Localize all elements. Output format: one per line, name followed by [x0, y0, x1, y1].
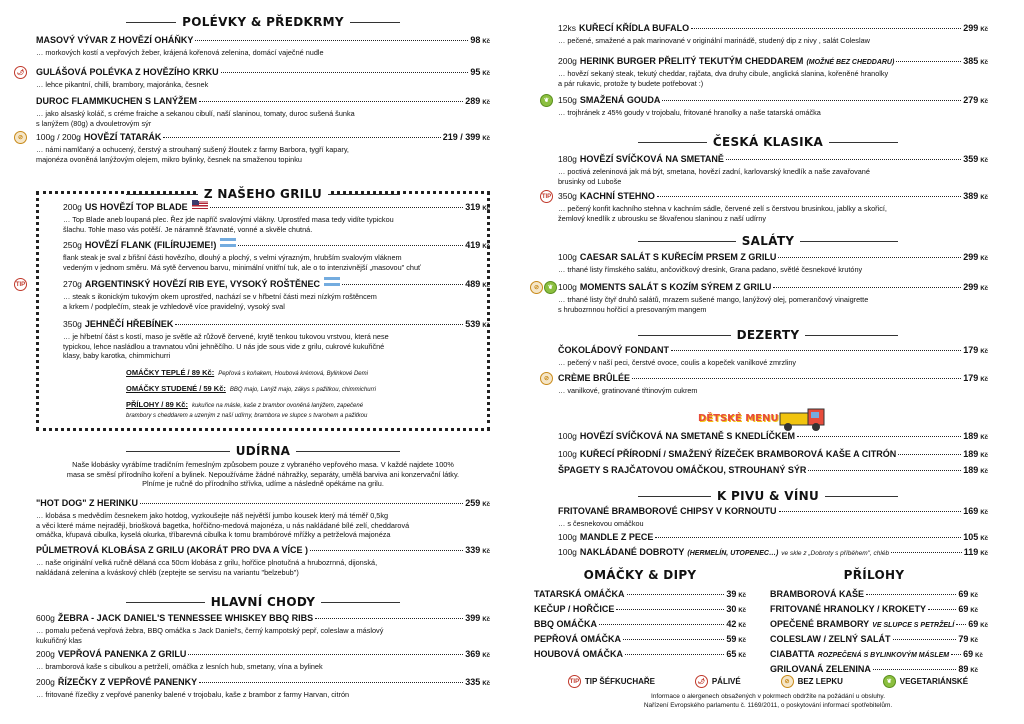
- item-name: ŘÍZEČKY Z VEPŘOVÉ PANENKY: [57, 677, 198, 687]
- gluten-free-icon: ⊘: [540, 372, 553, 385]
- item-price: 179 Kč: [963, 345, 988, 355]
- menu-item: [558, 251, 988, 275]
- item-description: … naše originální velká ručně dělaná cca 50cm klobása z grilu, hořčice plnotučná a hrubozrnná, dijonská,: [36, 558, 378, 567]
- item-name: BRAMBOROVÁ KAŠE: [770, 589, 865, 599]
- item-name: PŮLMETROVÁ KLOBÁSA Z GRILU (AKORÁT PRO DVA A VÍCE ): [36, 545, 308, 555]
- item-price: 279 Kč: [963, 95, 988, 105]
- item-price: 299 Kč: [963, 23, 988, 33]
- leader-dots: [893, 631, 957, 640]
- sauce-options: OMÁČKY TEPLÉ / 89 Kč: Pepřová s koňakem, Houbová krémová, Bylinkové Demi: [126, 368, 368, 377]
- section-title: POLÉVKY & PŘEDKRMY: [36, 15, 490, 29]
- item-price: 389 Kč: [963, 191, 988, 201]
- menu-item-line: [558, 22, 988, 36]
- item-weight: 200g: [36, 649, 55, 659]
- item-description: žemlový knedlík z ubrousku se škvařenou slaninou z naší udírny: [558, 213, 767, 223]
- section-title: UDÍRNA: [36, 444, 490, 458]
- item-name: ČOKOLÁDOVÝ FONDANT: [558, 345, 669, 355]
- chef-tip-icon: TIP: [568, 675, 581, 688]
- item-description: … trojhránek z 45% goudy v trojobalu, fritované hranolky a naše tatarská omáčka: [558, 108, 821, 117]
- item-description: typickou, lehce nasládlou a travnatou vůni jehněčího. U nás jde sous vide z grilu, cukrové kukuřičné: [63, 341, 385, 351]
- gluten-free-icon: ⊘: [14, 131, 27, 144]
- menu-item: [36, 131, 490, 164]
- leader-dots: [662, 92, 961, 101]
- leader-dots: [315, 610, 463, 619]
- item-name: HERINK BURGER PŘELITÝ TEKUTÝM CHEDDAREM: [579, 56, 804, 66]
- gluten-free-icon: ⊘: [781, 675, 794, 688]
- item-description: … trhané listy římského salátu, ančovičkový dresink, Grana padano, světlé česnekové krutóny: [558, 265, 863, 274]
- section-title: K PIVU & VÍNU: [548, 489, 988, 503]
- section-title: DEZERTY: [548, 328, 988, 342]
- leader-dots: [691, 20, 961, 29]
- item-description: nakládaná zelenina a kváskový chléb (zeptejte se servisu na variantu "belzebub"): [36, 567, 299, 577]
- leader-dots: [891, 544, 962, 553]
- menu-item: [534, 618, 746, 632]
- menu-item: [770, 603, 978, 617]
- menu-item-line: [558, 94, 988, 108]
- menu-item-line: [558, 55, 988, 69]
- item-weight: 100g: [558, 252, 577, 262]
- menu-item-line: [36, 612, 490, 626]
- item-name: DUROC FLAMMKUCHEN S LANÝŽEM: [36, 96, 197, 106]
- icon-legend: [548, 675, 988, 688]
- item-name: KUŘECÍ KŘÍDLA BUFALO: [578, 23, 690, 33]
- legend-gf: ⊘ BEZ LEPKU: [781, 675, 843, 688]
- item-name: HOUBOVÁ OMÁČKA: [534, 649, 623, 659]
- item-description: … jako alsaský koláč, s créme fraiche a sekanou cibulí, naší slaninou, tomaty, duroc sušená šunka: [36, 109, 355, 118]
- leader-dots: [221, 64, 469, 73]
- item-name: "HOT DOG" Z HERINKU: [36, 498, 139, 508]
- item-name: GRILOVANÁ ZELENINA: [770, 664, 871, 674]
- gluten-free-icon: ⊘: [530, 281, 543, 294]
- menu-item-line: [534, 633, 746, 647]
- item-name: JEHNĚČÍ HŘEBÍNEK: [84, 319, 174, 329]
- item-name: BBQ OMÁČKA: [534, 619, 597, 629]
- menu-item-line: [770, 618, 988, 632]
- menu-item-line: [558, 372, 988, 386]
- menu-item-line: [558, 153, 988, 167]
- menu-item-line: [558, 464, 988, 478]
- leader-dots: [140, 495, 463, 504]
- item-weight: 180g: [558, 154, 577, 164]
- leader-dots: [199, 674, 463, 683]
- item-weight: 100g: [558, 532, 577, 542]
- chef-tip-icon: TIP: [540, 190, 553, 203]
- menu-item: [770, 648, 983, 662]
- item-name: ŽEBRA - JACK DANIEL'S TENNESSEE WHISKEY BBQ RIBS: [57, 613, 314, 623]
- menu-item-line: [558, 531, 988, 545]
- item-price: 98 Kč: [470, 35, 490, 45]
- leader-dots: [616, 601, 724, 610]
- sauce-options: brambory s cheddarem a uzeným z naší udírny, brambora ve slupce s tvarohem a pažitkou: [126, 413, 368, 419]
- item-price: 539 Kč: [465, 319, 490, 329]
- item-weight: 150g: [558, 95, 577, 105]
- item-name: MANDLE Z PECE: [579, 532, 654, 542]
- leader-dots: [671, 342, 961, 351]
- item-name: VEPŘOVÁ PANENKA Z GRILU: [57, 649, 187, 659]
- menu-item: [36, 34, 490, 58]
- leader-dots: [623, 631, 724, 640]
- chili-icon: 🌶: [14, 66, 27, 79]
- section-title: HLAVNÍ CHODY: [36, 595, 490, 609]
- section-title: PŘÍLOHY: [770, 568, 978, 582]
- menu-item: [558, 448, 988, 462]
- item-weight: 270g: [63, 279, 82, 289]
- leader-dots: [956, 616, 966, 625]
- item-name: CAESAR SALÁT S KUŘECÍM PRSEM Z GRILU: [579, 252, 777, 262]
- menu-item: [558, 153, 988, 186]
- leader-dots: [655, 529, 961, 538]
- item-price: 399 Kč: [465, 613, 490, 623]
- menu-item: [558, 546, 988, 560]
- menu-item-line: [558, 546, 988, 560]
- item-name: HOVĚZÍ SVÍČKOVÁ NA SMETANĚ: [579, 154, 724, 164]
- menu-item: [36, 95, 490, 128]
- menu-item: [558, 190, 988, 223]
- leader-dots: [195, 32, 468, 41]
- item-description: s lanýžem (80g) a dvouletrovým sýr: [36, 118, 152, 128]
- item-price: 219 / 399 Kč: [442, 132, 490, 142]
- item-description: … vanilkové, gratinované třtinovým cukrem: [558, 386, 698, 395]
- item-name: MASOVÝ VÝVAR Z HOVĚZÍ OHÁŇKY: [36, 35, 194, 45]
- item-description: a pár rukavic, protože ty budete potřebovat :): [558, 78, 704, 88]
- item-description: majonéza ovoněná lanýžovým olejem, mikro bylinky, česnek na smaženou topinku: [36, 154, 302, 164]
- sauce-options: PŘÍLOHY / 89 Kč: kukuřice na másle, kaše z brambor ovoněná lanýžem, zapečené: [126, 400, 364, 409]
- item-description: … lehce pikantní, chilli, brambory, majoránka, česnek: [36, 80, 209, 89]
- item-note: ve skle z „Dobroty s příběhem", chléb: [781, 550, 890, 557]
- chili-icon: 🌶: [695, 675, 708, 688]
- item-weight: 100g: [558, 449, 577, 459]
- item-weight: 100g: [558, 282, 577, 292]
- item-description: … steak s ikonickým tukovým okem uprostřed, nachází se v hřbetní části mezi nízkým roštěncem: [63, 292, 377, 301]
- menu-item: [770, 633, 978, 647]
- menu-item-line: [534, 648, 746, 662]
- legend-tip: TIP TIP ŠÉFKUCHAŘE: [569, 677, 655, 686]
- leader-dots: [898, 446, 961, 455]
- item-weight: 12ks: [558, 23, 576, 33]
- leader-dots: [951, 646, 961, 655]
- smokehouse-intro: Naše klobásky vyrábíme tradičním řemeslným způsobem pouze z vybraného vepřového masa. V každé najdete 100%: [72, 460, 454, 469]
- item-price: 335 Kč: [465, 677, 490, 687]
- item-price: 419 Kč: [465, 240, 490, 250]
- kids-menu-banner: [690, 405, 830, 435]
- item-name: SMAŽENÁ GOUDA: [579, 95, 661, 105]
- section-title: Z NAŠEHO GRILU: [36, 187, 490, 201]
- menu-item: [36, 497, 490, 540]
- item-weight: 100g / 200g: [36, 132, 81, 142]
- item-description: a krkem / podplečím, steak je vzhledově více pravidelný, vysoký sval: [63, 301, 285, 311]
- menu-item-line: [36, 95, 490, 109]
- menu-item: [534, 603, 746, 617]
- leader-dots: [627, 586, 725, 595]
- item-weight: 100g: [558, 431, 577, 441]
- item-weight: 350g: [63, 319, 82, 329]
- item-price: 69 Kč: [958, 604, 978, 614]
- leader-dots: [779, 503, 962, 512]
- item-name: KACHNÍ STEHNO: [579, 191, 655, 201]
- smokehouse-intro: Plníme je ručně do přírodního střívka, udíme a následně opékáme na grilu.: [142, 479, 384, 488]
- item-price: 299 Kč: [963, 252, 988, 262]
- item-description: … Top Blade aneb loupaná plec. Řez jde napříč svalovými vlákny. Uprostřed masa tedy vidíte typickou: [63, 215, 394, 224]
- item-description: klasy, baby karotka, chimmichurri: [63, 351, 171, 360]
- leader-dots: [625, 646, 724, 655]
- leader-dots: [773, 279, 961, 288]
- item-name: NAKLÁDANÉ DOBROTY: [579, 547, 685, 557]
- item-price: 89 Kč: [958, 664, 978, 674]
- item-description: … pečený konfit kachního stehna v kachním sádle, červené zelí s čerstvou brusinkou, jablky a skořicí,: [558, 204, 887, 213]
- item-weight: 250g: [63, 240, 82, 250]
- menu-item: [558, 531, 988, 545]
- menu-item-line: [558, 281, 988, 295]
- item-name: CIABATTA: [770, 649, 815, 659]
- item-price: 259 Kč: [465, 498, 490, 508]
- menu-item-line: [770, 588, 978, 602]
- item-weight: 200g: [63, 202, 82, 212]
- item-description: … je hřbetní část s kostí, maso je světle až růžově červené, krytě tenkou tukovou vrstvou, která nese: [63, 332, 389, 341]
- item-note: (MOŽNÉ BEZ CHEDDARU): [806, 59, 895, 66]
- menu-item: [558, 55, 988, 88]
- kids-menu-title: DĚTSKÉ MENU: [698, 413, 779, 424]
- menu-item: [558, 505, 988, 529]
- menu-item-line: [770, 603, 978, 617]
- item-description: šlachu. Tohle maso vás potěší. Je náramně šťavnaté, vonné a skvěle chutná.: [63, 224, 313, 234]
- leaf-icon: ❦: [540, 94, 553, 107]
- footer-line: Informace o alergenech obsažených v pokrmech obdržíte na požádání u obsluhy.: [650, 693, 886, 700]
- item-name: KUŘECÍ PŘÍRODNÍ / SMAŽENÝ ŘÍZEČEK BRAMBOROVÁ KAŠE A CITRÓN: [579, 449, 897, 459]
- item-price: 179 Kč: [963, 373, 988, 383]
- menu-item-line: [558, 344, 988, 358]
- leader-dots: [310, 542, 463, 551]
- item-description: … trhané listy čtyř druhů salátů, mrazem sušené mango, lanýžový olej, pomerančový vinaigrette: [558, 295, 869, 304]
- allergen-footer: [548, 692, 988, 710]
- menu-item-line: [36, 131, 490, 145]
- sauces-block: [534, 568, 746, 663]
- item-description: … hovězí sekaný steak, tekutý cheddar, rajčata, dva druhy cibule, anglická slanina, kořeněné hranolky: [558, 69, 889, 78]
- item-weight: 350g: [558, 191, 577, 201]
- menu-item-line: [558, 448, 988, 462]
- menu-item-line: [36, 648, 490, 662]
- item-weight: 200g: [36, 677, 55, 687]
- item-price: 189 Kč: [963, 431, 988, 441]
- section-title: SALÁTY: [548, 234, 988, 248]
- menu-item: [36, 544, 490, 577]
- menu-item: [36, 648, 490, 672]
- item-weight: 100g: [558, 547, 577, 557]
- legend-hot: 🌶 PÁLIVÉ: [695, 675, 741, 688]
- menu-item: [558, 344, 988, 368]
- item-price: 359 Kč: [963, 154, 988, 164]
- item-name: HOVĚZÍ SVÍČKOVÁ NA SMETANĚ S KNEDLÍČKEM: [579, 431, 795, 441]
- item-price: 95 Kč: [470, 67, 490, 77]
- item-name: OPEČENÉ BRAMBORY: [770, 619, 870, 629]
- menu-item: [558, 94, 988, 118]
- leader-dots: [199, 93, 463, 102]
- item-name: ARGENTINSKÝ HOVĚZÍ RIB EYE, VYSOKÝ ROŠTĚNEC: [84, 279, 320, 289]
- item-price: 189 Kč: [963, 465, 988, 475]
- menu-item: [534, 588, 746, 602]
- menu-item: [558, 281, 988, 314]
- leaf-icon: ❦: [883, 675, 896, 688]
- leader-dots: [657, 188, 961, 197]
- legend-veg: ❦ VEGETARIÁNSKÉ: [883, 675, 968, 688]
- menu-item: [558, 464, 988, 478]
- item-name: PEPŘOVÁ OMÁČKA: [534, 634, 622, 644]
- menu-item: [770, 588, 978, 602]
- sauce-options: OMÁČKY STUDENÉ / 59 Kč: BBQ majo, Lanýž majo, zákys s pažitkou, chimmichurri: [126, 384, 376, 393]
- menu-item: [36, 612, 490, 645]
- leader-dots: [599, 616, 724, 625]
- menu-item-line: [36, 676, 490, 690]
- leaf-icon: ❦: [544, 281, 557, 294]
- menu-item-line: [558, 251, 988, 265]
- menu-item: [36, 66, 490, 90]
- item-name: MOMENTS SALÁT S KOZÍM SÝREM Z GRILU: [579, 282, 772, 292]
- item-description: kukuřičný klas: [36, 635, 82, 645]
- menu-item-line: [534, 603, 746, 617]
- item-price: 30 Kč: [726, 604, 746, 614]
- item-weight: 200g: [558, 56, 577, 66]
- menu-item-line: [534, 588, 746, 602]
- item-description: omáčka, křupavá cibulka, kyselá okurka, tříbarevná cibulka k tomu brambórové mřížky a petrželová majonéza: [36, 530, 391, 539]
- menu-item-line: [770, 648, 983, 662]
- item-description: a věci které máme nejraději, briošková bagetka, hořčično-medová majonéza, u nás nakládané bílé zelí, cheddarová: [36, 520, 410, 530]
- item-price: 289 Kč: [465, 96, 490, 106]
- item-price: 42 Kč: [726, 619, 746, 629]
- menu-item-line: [558, 190, 988, 204]
- item-price: 105 Kč: [963, 532, 988, 542]
- item-name: US HOVĚZÍ TOP BLADE: [84, 202, 188, 212]
- item-price: 69 Kč: [968, 619, 988, 629]
- leader-dots: [632, 370, 961, 379]
- item-price: 39 Kč: [726, 589, 746, 599]
- menu-item: [534, 648, 746, 662]
- item-price: 385 Kč: [963, 56, 988, 66]
- item-description: … pečené, smažené a pak marinované v originální marinádě, studený dip z nivy , salát Coleslaw: [558, 36, 870, 45]
- leader-dots: [163, 129, 440, 138]
- sides-block: [770, 568, 988, 678]
- menu-item-line: [558, 505, 988, 519]
- item-description: … morkových kostí a vepřových žeber, krájená kořenová zelenina, domácí vaječné nudle: [36, 48, 324, 57]
- menu-item: [534, 633, 746, 647]
- item-name: ŠPAGETY S RAJČATOVOU OMÁČKOU, STROUHANÝ SÝR: [558, 465, 807, 475]
- menu-item-line: [36, 66, 490, 80]
- item-name: GULÁŠOVÁ POLÉVKA Z HOVĚZÍHO KRKU: [36, 67, 219, 77]
- menu-item-line: [534, 618, 746, 632]
- item-price: 489 Kč: [465, 279, 490, 289]
- item-weight: 600g: [36, 613, 55, 623]
- section-title: ČESKÁ KLASIKA: [548, 135, 988, 149]
- leader-dots: [928, 601, 956, 610]
- item-price: 119 Kč: [963, 547, 988, 557]
- leader-dots: [726, 151, 961, 160]
- item-price: 299 Kč: [963, 282, 988, 292]
- chef-tip-icon: TIP: [14, 278, 27, 291]
- item-name: FRITOVANÉ BRAMBOROVÉ CHIPSY V KORNOUTU: [558, 506, 777, 516]
- item-note: ROZPEČENÁ S BYLINKOVÝM MÁSLEM: [817, 652, 950, 659]
- menu-item: [770, 618, 988, 632]
- item-note: (HERMELÍN, UTOPENEC…): [687, 550, 779, 557]
- menu-item: [558, 372, 988, 396]
- item-name: TATARSKÁ OMÁČKA: [534, 589, 625, 599]
- item-name: CRÈME BRÛLÉE: [558, 373, 631, 383]
- smokehouse-intro: masa se směsí přírodního koření a bylinek. Nepoužíváme žádné náhražky, separáty, umělá barviva ani konzervační látky.: [66, 469, 460, 479]
- item-name: COLESLAW / ZELNÝ SALÁT: [770, 634, 891, 644]
- item-description: s hrubozrnnou hořčicí a presovaným mangem: [558, 304, 707, 314]
- leader-dots: [808, 462, 961, 471]
- item-price: 339 Kč: [465, 545, 490, 555]
- item-description: flank steak je sval z břišní části hovězího, dlouhý a plochý, s velmi výrazným, hrubším svalovým vláknem: [63, 253, 402, 262]
- item-description: … pomalu pečená vepřová žebra, BBQ omáčka s Jack Daniel's, černý kampotský pepř, coleslaw a máslový: [36, 626, 384, 635]
- menu-item-line: [770, 633, 978, 647]
- item-description: … pečený v naší peci, čerstvé ovoce, coulis a kopeček vanilkové zmrzliny: [558, 358, 797, 367]
- footer-line: Nařízení Evropského parlamentu č. 1169/2011, o poskytování informací spotřebitelům.: [643, 702, 893, 709]
- item-description: … námi namlčaný a ochucený, čerstvý a strouhaný sušený žloutek z farmy Barbora, tygří kapary,: [36, 145, 349, 154]
- leader-dots: [866, 586, 956, 595]
- item-description: … bramborová kaše s cibulkou a petrželí, omáčka z lesních hub, smetany, vína a bylinek: [36, 662, 323, 671]
- item-description: … fritované řízečky z vepřové panenky balené v trojobalu, kaše z brambor z farmy Harvan, citrón: [36, 690, 350, 699]
- menu-item-line: [36, 34, 490, 48]
- grill-frame: [36, 191, 490, 431]
- toy-truck-icon: [778, 405, 828, 433]
- item-price: 189 Kč: [963, 449, 988, 459]
- item-name: FRITOVANÉ HRANOLKY / KROKETY: [770, 604, 927, 614]
- leader-dots: [188, 646, 463, 655]
- item-price: 79 Kč: [958, 634, 978, 644]
- item-price: 69 Kč: [958, 589, 978, 599]
- item-price: 59 Kč: [726, 634, 746, 644]
- item-name: HOVĚZÍ FLANK (FILÍRUJEME!): [84, 240, 217, 250]
- menu-item-line: [36, 544, 490, 558]
- item-price: 69 Kč: [963, 649, 983, 659]
- item-description: brusinky od Luboše: [558, 176, 622, 186]
- item-price: 65 Kč: [726, 649, 746, 659]
- section-title: OMÁČKY & DIPY: [534, 568, 746, 582]
- item-note: VE SLUPCE S PETRŽELÍ: [872, 622, 955, 629]
- item-description: vedeným v jednom směru. Má sytě červenou barvu, minimální vnitřní tuk, ale o to intenzivnější „masovou" chuť: [63, 262, 421, 272]
- leader-dots: [896, 53, 961, 62]
- leader-dots: [873, 661, 956, 670]
- menu-item: [558, 22, 988, 46]
- leader-dots: [778, 249, 961, 258]
- item-description: … poctivá zeleninová jak má být, smetana, hovězí zadní, karlovarský knedlík a naše zavařované: [558, 167, 870, 176]
- item-price: 369 Kč: [465, 649, 490, 659]
- item-price: 169 Kč: [963, 506, 988, 516]
- menu-item: [36, 676, 490, 700]
- menu-item-line: [36, 497, 490, 511]
- item-description: … klobása s medvědím česnekem jako hotdog, vyzkoušejte náš největší jumbo kousek který má téměř 0,5kg: [36, 511, 389, 520]
- item-description: … s česnekovou omáčkou: [558, 519, 644, 528]
- item-name: HOVĚZÍ TATARÁK: [83, 132, 162, 142]
- item-name: KEČUP / HOŘČICE: [534, 604, 615, 614]
- item-price: 319 Kč: [465, 202, 490, 212]
